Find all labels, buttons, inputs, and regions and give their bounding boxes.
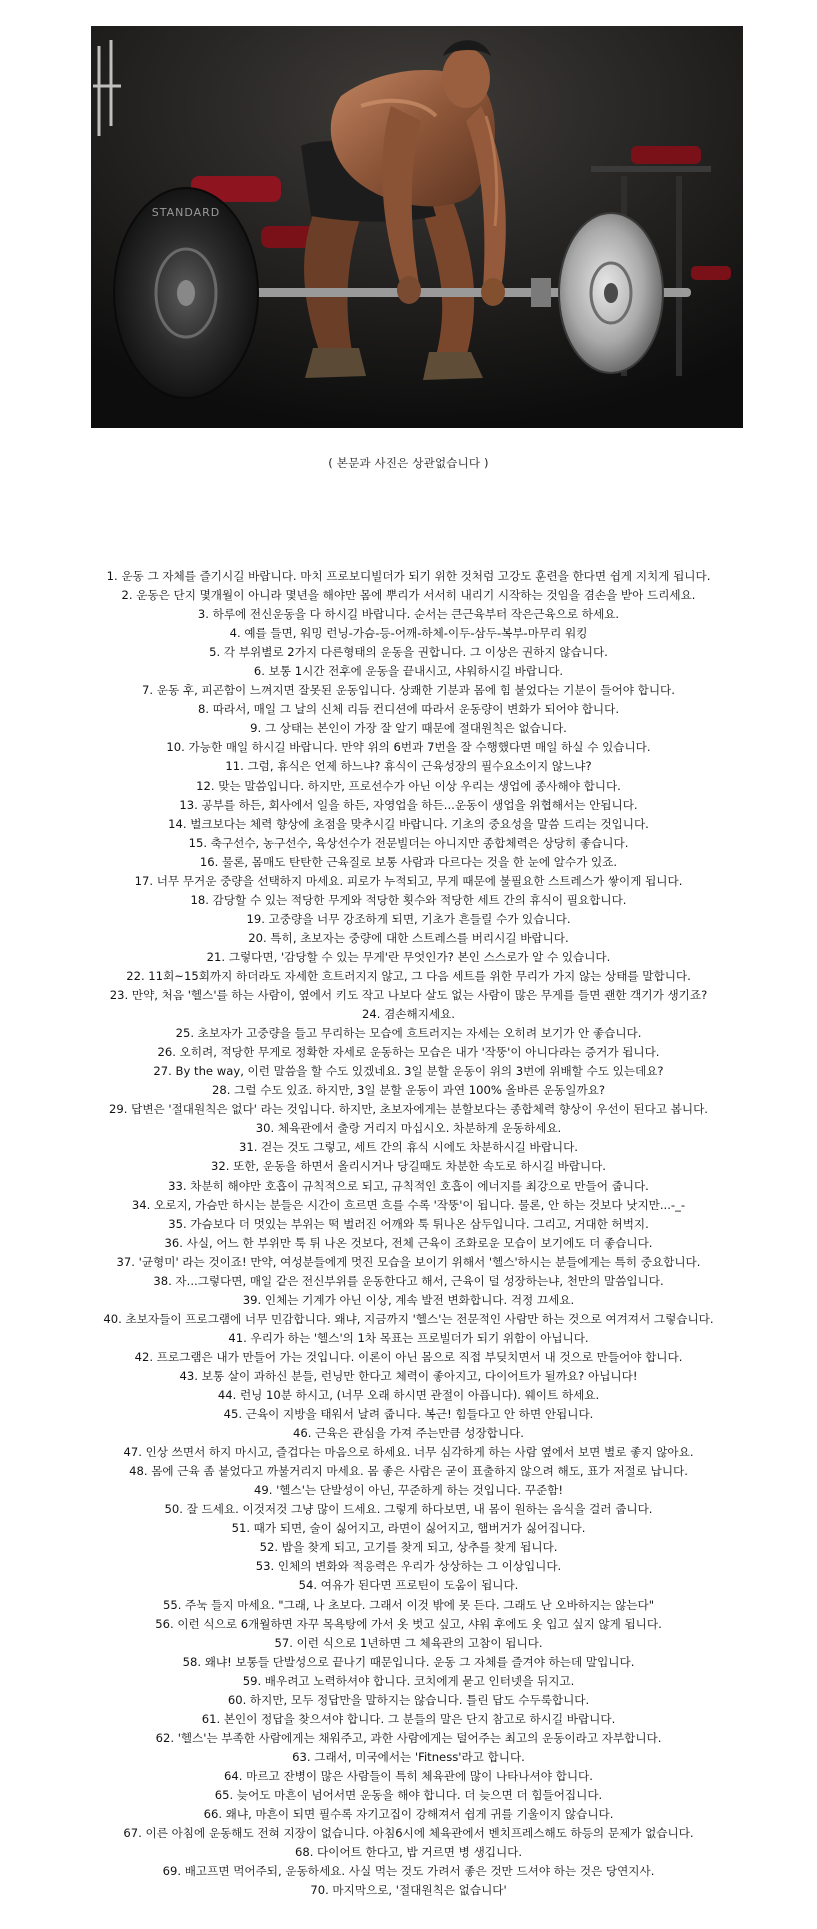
tip-item: 13. 공부를 하든, 회사에서 일을 하든, 자영업을 하든...운동이 생업을 위협해서는 안됩니다.: [179, 797, 638, 812]
tip-item: 12. 맞는 말씀입니다. 하지만, 프로선수가 아닌 이상 우리는 생업에 종사해야 합니다.: [196, 778, 621, 793]
tip-item: 61. 본인이 정답을 찾으셔야 합니다. 그 분들의 말은 단지 참고로 하시길 바랍니다.: [201, 1711, 616, 1726]
tip-item: 19. 고중량을 너무 강조하게 되면, 기초가 흔들릴 수가 있습니다.: [246, 911, 571, 926]
tip-item: 64. 마르고 잔병이 많은 사람들이 특히 체육관에 많이 나타나셔야 합니다.: [224, 1768, 593, 1783]
tip-item: 54. 여유가 된다면 프로틴이 도움이 됩니다.: [298, 1578, 519, 1593]
tip-item: 59. 배우려고 노력하셔야 합니다. 코치에게 묻고 인터넷을 뒤지고.: [242, 1673, 575, 1688]
tip-item: 65. 늦어도 마흔이 넘어서면 운동을 해야 합니다. 더 늦으면 더 힘들어집니다.: [214, 1788, 603, 1802]
tip-item: 45. 근육이 지방을 태워서 날려 줍니다. 복근! 힘들다고 안 하면 안됩니다.: [223, 1407, 594, 1422]
tip-item: 49. '헬스'는 단발성이 아닌, 꾸준하게 하는 것입니다. 꾸준함!: [253, 1483, 564, 1498]
tip-item: 62. '헬스'는 부족한 사람에게는 채워주고, 과한 사람에게는 덜어주는 최고의 운동이라고 자부합니다.: [155, 1730, 662, 1745]
tip-item: 20. 특히, 초보자는 중량에 대한 스트레스를 버리시길 바랍니다.: [248, 930, 569, 945]
tip-item: 21. 그렇다면, '감당할 수 있는 무게'란 무엇인가? 본인 스스로가 알 수 있습니다.: [206, 949, 611, 964]
tip-item: 31. 걷는 것도 그렇고, 세트 간의 휴식 시에도 차분하시길 바랍니다.: [239, 1140, 578, 1155]
tip-item: 14. 벌크보다는 체력 향상에 초점을 맞추시길 바랍니다. 기초의 중요성을 말씀 드리는 것입니다.: [168, 816, 649, 831]
tip-item: 2. 운동은 단지 몇개월이 아니라 몇년을 해야만 몸에 뿌리가 서서히 내리기 시작하는 것임을 겸손을 받아 드리세요.: [121, 588, 696, 603]
tip-item: 24. 겸손해지세요.: [361, 1007, 455, 1022]
tip-item: 41. 우리가 하는 '헬스'의 1차 목표는 프로빌더가 되기 위함이 아닙니다.: [228, 1330, 589, 1345]
fitness-tips-list: [0, 567, 817, 1900]
tip-item: 6. 보통 1시간 전후에 운동을 끝내시고, 샤워하시길 바랍니다.: [253, 664, 564, 679]
tip-item: 42. 프로그램은 내가 만들어 가는 것입니다. 이론이 아닌 몸으로 직접 부딪치면서 내 것으로 만들어야 합니다.: [134, 1349, 683, 1364]
tip-item: 57. 이런 식으로 1년하면 그 체육관의 고참이 됩니다.: [274, 1635, 543, 1650]
tip-item: 10. 가능한 매일 하시길 바랍니다. 만약 위의 6번과 7번을 잘 수행했다면 매일 하실 수 있습니다.: [166, 740, 651, 755]
tip-item: 35. 가슴보다 더 멋있는 부위는 떡 벌러진 어깨와 툭 튀나온 삼두입니다. 그리고, 거대한 허벅지.: [168, 1216, 649, 1231]
tip-item: 27. By the way, 이런 말씀을 할 수도 있겠네요. 3일 분할 운동이 위의 3번에 위배할 수도 있는데요?: [153, 1064, 664, 1079]
tip-item: 43. 보통 살이 과하신 분들, 런닝만 한다고 체력이 좋아지고, 다이어트가 될까요? 아닙니다!: [179, 1368, 638, 1383]
tip-item: 36. 사실, 어느 한 부위만 툭 튀 나온 것보다, 전체 근육이 조화로운 모습이 보기에도 더 좋습니다.: [164, 1235, 653, 1250]
tip-item: 68. 다이어트 한다고, 밥 거르면 병 생깁니다.: [294, 1845, 523, 1860]
tip-item: 11. 그럼, 휴식은 언제 하느냐? 휴식이 근육성장의 필수요소이지 않느냐?: [225, 759, 592, 774]
tip-item: 69. 배고프면 먹어주되, 운동하세요. 사실 먹는 것도 가려서 좋은 것만 드셔야 하는 것은 당연지사.: [162, 1864, 655, 1879]
tip-item: 5. 각 부위별로 2가지 다른형태의 운동을 권합니다. 그 이상은 권하지 않습니다.: [209, 645, 608, 660]
tip-item: 7. 운동 후, 피곤함이 느껴지면 잘못된 운동입니다. 상쾌한 기분과 몸에 힘 붙었다는 기분이 들어야 합니다.: [142, 683, 675, 698]
tip-item: 1. 운동 그 자체를 즐기시길 바랍니다. 마치 프로보디빌더가 되기 위한 것처럼 고강도 훈련을 한다면 쉽게 지치게 됩니다.: [106, 569, 711, 583]
tip-item: 46. 근육은 관심을 가져 주는만큼 성장합니다.: [293, 1426, 524, 1441]
tip-item: 28. 그럴 수도 있죠. 하지만, 3일 분할 운동이 과연 100% 올바른 운동일까요?: [211, 1083, 605, 1098]
tip-item: 55. 주눅 들지 마세요. "그래, 나 초보다. 그래서 이것 밖에 못 든다. 그래도 난 오바하지는 않는다": [162, 1597, 655, 1612]
tip-item: 30. 체육관에서 출랑 거리지 마십시오. 차분하게 운동하세요.: [255, 1121, 562, 1136]
tip-item: 47. 인상 쓰면서 하지 마시고, 즐겁다는 마음으로 하세요. 너무 심각하게 하는 사람 옆에서 보면 별로 좋지 않아요.: [123, 1445, 694, 1460]
tip-item: 15. 축구선수, 농구선수, 육상선수가 전문빌더는 아니지만 종합체력은 상당히 좋습니다.: [188, 835, 629, 850]
deadlift-photo: [91, 26, 743, 428]
tip-item: 22. 11회~15회까지 하더라도 자세한 흐트러지지 않고, 그 다음 세트를 위한 무리가 가지 않는 상태를 말합니다.: [126, 968, 691, 983]
tip-item: 63. 그래서, 미국에서는 'Fitness'라고 합니다.: [292, 1749, 525, 1764]
tip-item: 56. 이런 식으로 6개월하면 자꾸 목욕탕에 가서 옷 벗고 싶고, 샤워 후에도 옷 입고 싶지 않게 됩니다.: [155, 1616, 662, 1631]
tip-item: 70. 마지막으로, '절대원칙은 없습니다': [310, 1883, 507, 1898]
photo-caption: ( 본문과 사진은 상관없습니다 ): [328, 456, 489, 470]
tip-item: 53. 인체의 변화와 적응력은 우리가 상상하는 그 이상입니다.: [255, 1559, 562, 1574]
plate-brand-text: STANDARD: [151, 206, 221, 219]
tip-item: 67. 이른 아침에 운동해도 전혀 지장이 없습니다. 아침6시에 체육관에서 벤치프레스해도 하등의 문제가 없습니다.: [123, 1826, 694, 1841]
tip-item: 33. 차분히 해야만 호흡이 규칙적으로 되고, 규칙적인 호흡이 에너지를 최강으로 만들어 줍니다.: [168, 1178, 649, 1193]
tip-item: 38. 자...그렇다면, 매일 같은 전신부위를 운동한다고 해서, 근육이 덜 성장하는냐, 천만의 말씀입니다.: [153, 1273, 664, 1288]
tip-item: 17. 너무 무거운 중량을 선택하지 마세요. 피로가 누적되고, 무게 때문에 불필요한 스트레스가 쌓이게 됩니다.: [134, 873, 683, 888]
tip-item: 60. 하지만, 모두 정답만을 말하지는 않습니다. 틀린 답도 수두룩합니다.: [227, 1692, 590, 1707]
tip-item: 4. 예를 들면, 워밍 런닝-가슴-등-어깨-하체-이두-삼두-복부-마무리 워킹: [229, 626, 588, 641]
tip-item: 58. 왜냐! 보통들 단발성으로 끝나기 때문입니다. 운동 그 자체를 즐겨야 하는데 말입니다.: [182, 1654, 635, 1669]
tip-item: 37. '균형미' 라는 것이죠! 만약, 여성분들에게 멋진 모습을 보이기 위해서 '헬스'하시는 분들에게는 특히 중요합니다.: [116, 1254, 701, 1269]
tip-item: 18. 감당할 수 있는 적당한 무게와 적당한 횟수와 적당한 세트 간의 휴식이 필요합니다.: [190, 892, 627, 907]
tip-item: 16. 물론, 몸매도 탄탄한 근육질로 보통 사람과 다르다는 것을 한 눈에 알수가 있죠.: [199, 854, 618, 869]
tip-item: 9. 그 상태는 본인이 가장 잘 알기 때문에 절대원칙은 없습니다.: [250, 721, 567, 736]
tip-item: 8. 따라서, 매일 그 날의 신체 리듬 컨디션에 따라서 운동량이 변화가 되어야 합니다.: [197, 702, 620, 717]
tip-item: 48. 몸에 근육 좀 붙었다고 까불거리지 마세요. 몸 좋은 사람은 굳이 표출하지 않으려 해도, 표가 저절로 납니다.: [129, 1464, 688, 1479]
tip-item: 34. 오로지, 가슴만 하시는 분들은 시간이 흐르면 흐를 수록 '작뚱'이 됩니다. 물론, 안 하는 것보다 낫지만...-_-: [131, 1197, 686, 1212]
tip-item: 39. 인체는 기계가 아닌 이상, 계속 발전 변화합니다. 걱정 끄세요.: [242, 1292, 575, 1307]
tip-item: 50. 잘 드세요. 이것저것 그냥 많이 드세요. 그렇게 하다보면, 내 몸이 원하는 음식을 걸러 줍니다.: [164, 1502, 653, 1517]
tip-item: 23. 만약, 처음 '헬스'를 하는 사람이, 옆에서 키도 작고 나보다 살도 없는 사람이 많은 무게를 들면 괜한 객기가 생기죠?: [109, 988, 708, 1003]
tip-item: 52. 밥을 찾게 되고, 고기를 찾게 되고, 상추를 찾게 됩니다.: [259, 1540, 558, 1555]
tip-item: 66. 왜냐, 마흔이 되면 필수록 자기고집이 강해져서 쉽게 귀를 기울이지 않습니다.: [203, 1807, 614, 1822]
tip-item: 44. 런닝 10분 하시고, (너무 오래 하시면 관절이 아픕니다). 웨이트 하세요.: [217, 1388, 600, 1403]
tip-item: 29. 답변은 '절대원칙은 없다' 라는 것입니다. 하지만, 초보자에게는 분할보다는 종합체력 향상이 우선이 된다고 봅니다.: [109, 1102, 708, 1117]
tip-item: 51. 때가 되면, 술이 싫어지고, 라면이 싫어지고, 햄버거가 싫어집니다.: [231, 1521, 586, 1536]
tip-item: 26. 오히려, 적당한 무게로 정확한 자세로 운동하는 모습은 내가 '작뚱'이 아니다라는 증거가 됩니다.: [157, 1045, 660, 1060]
tip-item: 40. 초보자들이 프로그램에 너무 민감합니다. 왜냐, 지금까지 '헬스'는 전문적인 사람만 하는 것으로 여겨져서 그렇습니다.: [103, 1311, 714, 1326]
deadlift-illustration: [91, 26, 743, 428]
tip-item: 32. 또한, 운동을 하면서 올리시거나 당길때도 차분한 속도로 하시길 바랍니다.: [211, 1159, 606, 1174]
tip-item: 25. 초보자가 고중량을 들고 무리하는 모습에 흐트러지는 자세는 오히려 보기가 안 좋습니다.: [175, 1026, 642, 1041]
tip-item: 3. 하루에 전신운동을 다 하시길 바랍니다. 순서는 큰근육부터 작은근육으로 하세요.: [197, 607, 620, 622]
